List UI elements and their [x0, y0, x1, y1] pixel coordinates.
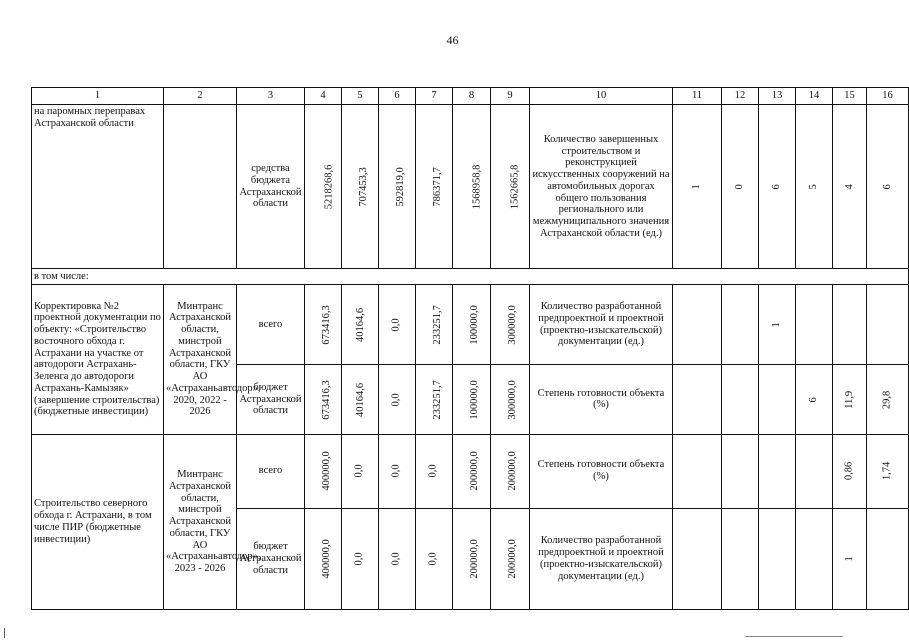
value-text: 233251,7 [431, 304, 443, 345]
indicator-value [833, 508, 867, 609]
value-text: 40164,6 [355, 307, 367, 342]
indicator-cell: Количество разработанной предпроектной и проектной (проектно-изыскательской) документации (ед.) [530, 285, 673, 365]
indicator-value [867, 508, 909, 609]
indicator-value [722, 285, 759, 365]
header-cell: 14 [796, 88, 833, 105]
value-cell [305, 434, 342, 508]
indicator-value [833, 365, 867, 435]
indicator-value [722, 434, 759, 508]
value-text: 40164,6 [355, 382, 367, 417]
indicator-value [673, 104, 722, 269]
value-text: 0,0 [428, 464, 440, 478]
value-text: 400000,0 [320, 451, 332, 491]
page-number: 46 [446, 33, 459, 47]
value-text: 200000,0 [468, 451, 480, 491]
indicator-value [867, 285, 909, 365]
funding-source: средства бюджета Астраханской области [237, 104, 305, 269]
value-text: 0,0 [391, 392, 403, 407]
value-text: 100000,0 [468, 304, 480, 345]
value-text: 0,0 [428, 552, 440, 566]
value-cell [305, 104, 342, 269]
value-cell [379, 285, 416, 365]
value-text: 0,0 [391, 552, 403, 566]
indicator-value [796, 365, 833, 435]
header-cell: 6 [379, 88, 416, 105]
value-text: 29,8 [881, 390, 893, 409]
indicator-value [759, 365, 796, 435]
value-text: 707453,3 [357, 166, 369, 207]
value-cell [453, 285, 491, 365]
executor-cell: Минтранс Астраханской области, минстрой Астраханской области, ГКУ АО «Астраханьавтодор», 2020, 2022 - 2026 [164, 285, 237, 435]
header-cell: 8 [453, 88, 491, 105]
value-text: 0,0 [391, 464, 403, 478]
value-cell [453, 104, 491, 269]
funding-source: всего [237, 285, 305, 365]
header-cell: 16 [867, 88, 909, 105]
table-row [32, 104, 909, 269]
value-text: 5218268,6 [323, 164, 335, 209]
header-cell: 10 [530, 88, 673, 105]
including-label: в том числе: [32, 269, 909, 285]
value-text: 200000,0 [506, 539, 518, 579]
value-text: 1568958,8 [471, 164, 483, 209]
value-text: 0 [734, 184, 746, 190]
value-text: 11,9 [843, 390, 855, 409]
indicator-value [833, 434, 867, 508]
value-text: 1 [771, 321, 783, 328]
indicator-value [833, 104, 867, 269]
value-text: 5 [808, 184, 820, 190]
indicator-value [867, 104, 909, 269]
value-text: 100000,0 [468, 379, 480, 420]
value-cell [305, 365, 342, 435]
value-text: 300000,0 [506, 304, 518, 345]
program-table [31, 87, 909, 610]
value-cell [416, 508, 453, 609]
value-text: 200000,0 [468, 539, 480, 579]
indicator-cell: Количество разработанной предпроектной и проектной (проектно-изыскательской) документации (ед.) [530, 508, 673, 609]
value-text: 0,0 [391, 318, 403, 332]
scan-edge-mark [4, 628, 5, 638]
value-text: 4 [843, 184, 855, 190]
indicator-value [759, 508, 796, 609]
indicator-value [796, 434, 833, 508]
indicator-cell: Степень готовности объекта (%) [530, 365, 673, 435]
header-cell: 3 [237, 88, 305, 105]
indicator-cell: Степень готовности объекта (%) [530, 434, 673, 508]
value-cell [342, 365, 379, 435]
value-text: 0,0 [354, 552, 366, 566]
value-cell [491, 285, 530, 365]
value-text: 1 [691, 184, 703, 190]
value-cell [379, 365, 416, 435]
value-cell [342, 434, 379, 508]
value-cell [416, 104, 453, 269]
header-cell: 9 [491, 88, 530, 105]
funding-source: бюджет Астраханской области [237, 508, 305, 609]
object-name: Корректировка №2 проектной документации по объекту: «Строительство восточного обхода г. Астрахани на участке от автодороги Астрахань-Зеленга до автодороги Астрахань-Камызяк» (завершение строительства) (бюджетные инвестиции) [32, 285, 164, 435]
value-cell [491, 104, 530, 269]
indicator-value [796, 508, 833, 609]
value-text: 400000,0 [320, 539, 332, 579]
table-row [32, 285, 909, 365]
header-cell: 12 [722, 88, 759, 105]
header-cell: 5 [342, 88, 379, 105]
value-text: 300000,0 [506, 379, 518, 420]
value-text: 592819,0 [394, 166, 406, 207]
scan-edge-line [745, 636, 843, 637]
value-text: 6 [808, 396, 820, 403]
value-cell [416, 285, 453, 365]
indicator-value [759, 285, 796, 365]
object-name: Строительство северного обхода г. Астрахани, в том числе ПИР (бюджетные инвестиции) [32, 434, 164, 609]
table-row [32, 434, 909, 508]
header-cell: 4 [305, 88, 342, 105]
value-text: 6 [771, 184, 783, 190]
value-cell [453, 434, 491, 508]
header-cell: 7 [416, 88, 453, 105]
header-cell: 1 [32, 88, 164, 105]
indicator-cell: Количество завершенных строительством и реконструкцией искусственных сооружений на автомобильных дорогах общего пользования регионального или межмуниципального значения Астраханской области (ед.) [530, 104, 673, 269]
value-cell [305, 285, 342, 365]
value-cell [491, 365, 530, 435]
funding-source: всего [237, 434, 305, 508]
value-text: 0,86 [843, 462, 855, 481]
indicator-value [673, 434, 722, 508]
indicator-value [833, 285, 867, 365]
funding-source: бюджет Астраханской области [237, 365, 305, 435]
indicator-value [673, 365, 722, 435]
header-cell: 11 [673, 88, 722, 105]
subheading-row [32, 269, 909, 285]
value-text: 1562665,8 [509, 164, 521, 209]
value-cell [342, 285, 379, 365]
header-cell: 13 [759, 88, 796, 105]
value-text: 1 [843, 556, 855, 562]
value-text: 200000,0 [506, 451, 518, 491]
indicator-value [759, 434, 796, 508]
value-cell [491, 508, 530, 609]
executor-cell [164, 104, 237, 269]
value-cell [416, 434, 453, 508]
object-name: на паромных переправах Астраханской области [32, 104, 164, 269]
value-cell [491, 434, 530, 508]
value-cell [305, 508, 342, 609]
header-row [32, 88, 909, 105]
indicator-value [722, 104, 759, 269]
value-text: 0,0 [354, 464, 366, 478]
header-cell: 15 [833, 88, 867, 105]
indicator-value [796, 104, 833, 269]
value-text: 673416,3 [320, 304, 332, 345]
indicator-value [867, 434, 909, 508]
value-text: 1,74 [881, 462, 893, 481]
indicator-value [796, 285, 833, 365]
value-cell [453, 365, 491, 435]
indicator-value [867, 365, 909, 435]
value-cell [453, 508, 491, 609]
header-cell: 2 [164, 88, 237, 105]
indicator-value [759, 104, 796, 269]
indicator-value [673, 285, 722, 365]
indicator-value [722, 365, 759, 435]
value-cell [416, 365, 453, 435]
indicator-value [722, 508, 759, 609]
value-cell [342, 508, 379, 609]
indicator-value [673, 508, 722, 609]
value-cell [379, 104, 416, 269]
value-cell [379, 508, 416, 609]
value-cell [379, 434, 416, 508]
value-text: 786371,7 [431, 166, 443, 207]
value-text: 6 [881, 184, 893, 190]
value-cell [342, 104, 379, 269]
value-text: 233251,7 [431, 379, 443, 420]
value-text: 673416,3 [320, 379, 332, 420]
executor-cell: Минтранс Астраханской области, минстрой Астраханской области, ГКУ АО «Астраханьавтодор», 2023 - 2026 [164, 434, 237, 609]
